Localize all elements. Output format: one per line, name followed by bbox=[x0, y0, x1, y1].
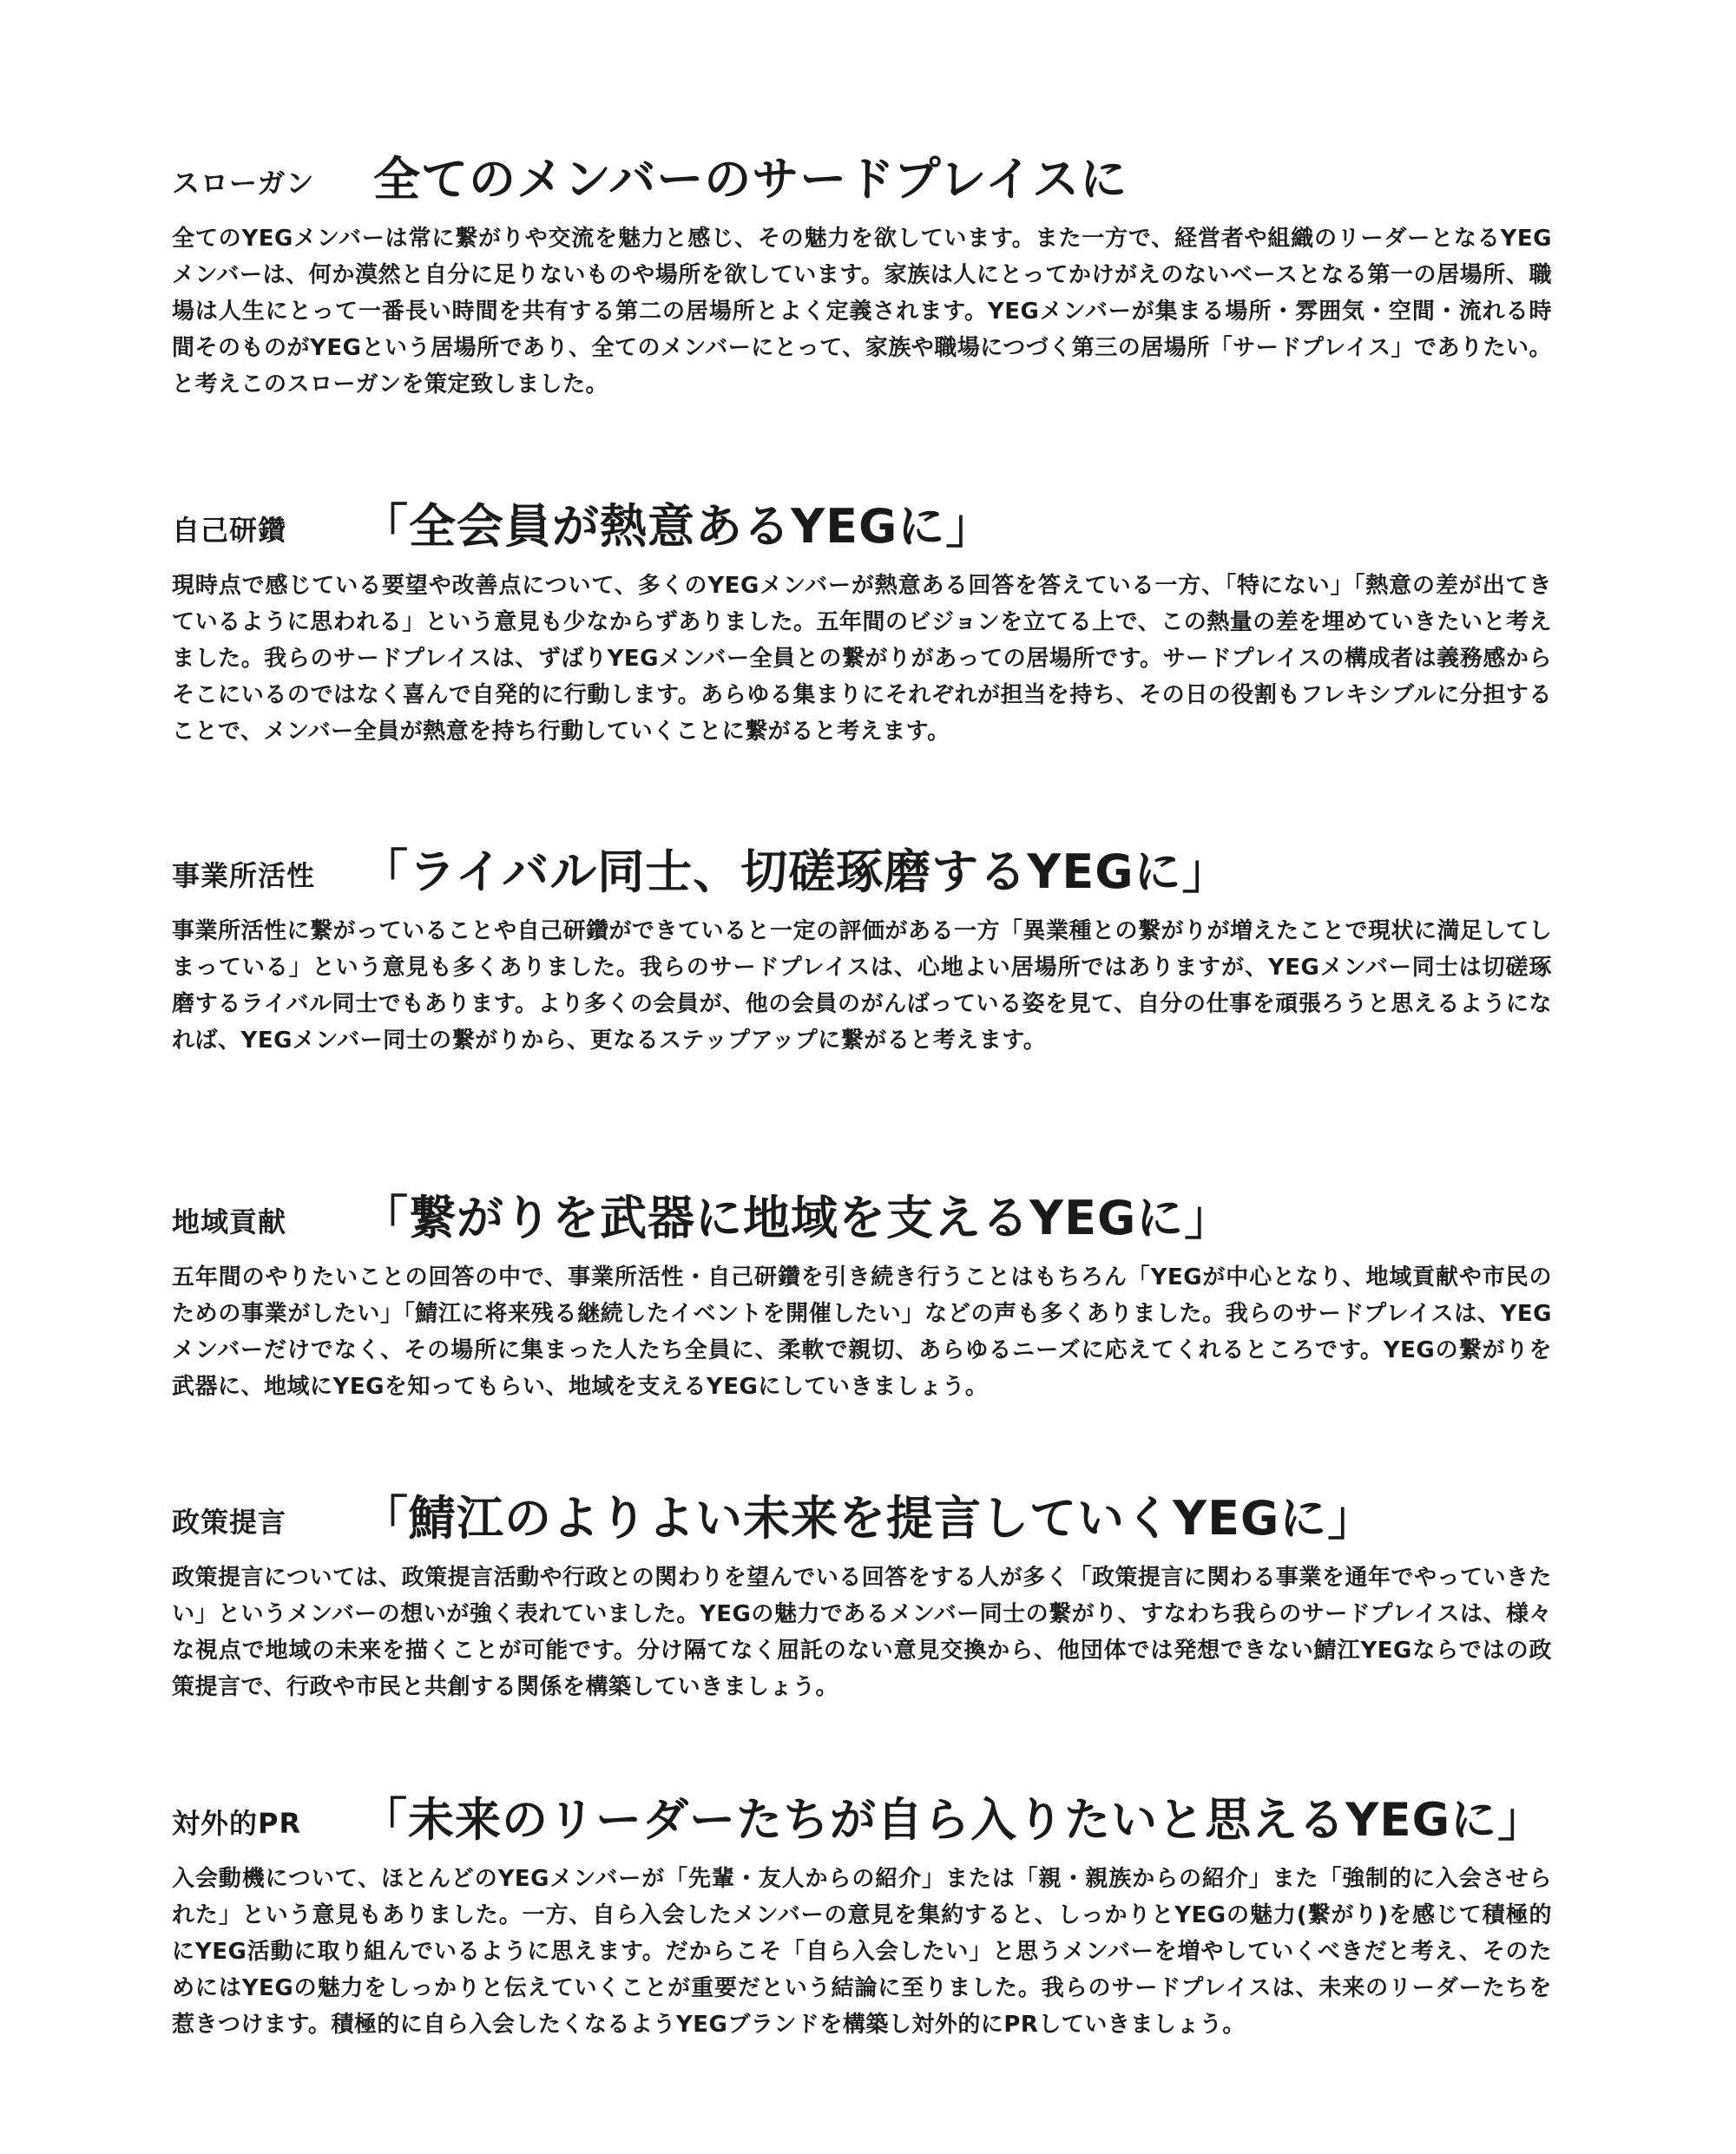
section-label: 事業所活性 bbox=[172, 859, 316, 892]
section-label: 政策提言 bbox=[172, 1506, 287, 1539]
section-label: 対外的PR bbox=[172, 1807, 302, 1840]
section-label: 地域貢献 bbox=[172, 1205, 287, 1238]
section-title: 「ライバル同士、切磋琢磨するYEGに」 bbox=[361, 844, 1230, 900]
section-business-activation bbox=[172, 831, 1552, 1059]
section-header bbox=[172, 1178, 1552, 1247]
section-title: 「繋がりを武器に地域を支えるYEGに」 bbox=[361, 1191, 1233, 1246]
section-slogan bbox=[172, 139, 1552, 403]
section-self-improvement bbox=[172, 486, 1552, 750]
section-header bbox=[172, 1478, 1552, 1547]
section-label: スローガン bbox=[172, 167, 315, 200]
section-policy-proposal bbox=[172, 1478, 1552, 1705]
section-title: 「全会員が熱意あるYEGに」 bbox=[361, 499, 994, 555]
section-header bbox=[172, 831, 1552, 901]
section-header bbox=[172, 139, 1552, 208]
section-title: 「鯖江のよりよい未来を提言していくYEGに」 bbox=[361, 1491, 1376, 1547]
section-body: 入会動機について、ほとんどのYEGメンバーが「先輩・友人からの紹介」または「親・親族からの紹介」また「強制的に入会させられた」という意見もありました。一方、自ら入会したメンバーの意見を集約すると、しっかりとYEGの魅力(繋がり)を感じて積極的にYEG活動に取り組んでいるように思えます。だからこそ「自ら入会したい」と思うメンバーを増やしていくべきだと考え、そのためにはYEGの魅力をしっかりと伝えていくことが重要だという結論に至りました。我らのサードプレイスは、未来のリーダーたちを惹きつけます。積極的に自ら入会したくなるようYEGブランドを構築し対外的にPRしていきましょう。 bbox=[172, 1866, 1552, 2038]
section-title: 「未来のリーダーたちが自ら入りたいと思えるYEGに」 bbox=[361, 1794, 1545, 1848]
section-body: 政策提言については、政策提言活動や行政との関わりを望んでいる回答をする人が多く「政策提言に関わる事業を通年でやっていきたい」というメンバーの想いが強く表れていました。YEGの魅力であるメンバー同士の繋がり、すなわち我らのサードプレイスは、様々な視点で地域の未来を描くことが可能です。分け隔てなく屈託のない意見交換から、他団体では発想できない鯖江YEGならではの政策提言で、行政や市民と共創する関係を構築していきましょう。 bbox=[172, 1565, 1552, 1700]
section-title: 全てのメンバーのサードプレイスに bbox=[373, 152, 1128, 207]
section-external-pr bbox=[172, 1779, 1552, 2043]
section-header bbox=[172, 1779, 1552, 1849]
section-body: 全てのYEGメンバーは常に繋がりや交流を魅力と感じ、その魅力を欲しています。また一方で、経営者や組織のリーダーとなるYEGメンバーは、何か漠然と自分に足りないものや場所を欲しています。家族は人にとってかけがえのないベースとなる第一の居場所、職場は人生にとって一番長い時間を共有する第二の居場所とよく定義されます。YEGメンバーが集まる場所・雰囲気・空間・流れる時間そのものがYEGという居場所であり、全てのメンバーにとって、家族や職場につづく第三の居場所「サードプレイス」でありたい。と考えこのスローガンを策定致しました。 bbox=[172, 226, 1552, 397]
section-label: 自己研鑽 bbox=[172, 514, 287, 547]
section-body: 事業所活性に繋がっていることや自己研鑽ができていると一定の評価がある一方「異業種との繋がりが増えたことで現状に満足してしまっている」という意見も多くありました。我らのサードプレイスは、心地よい居場所ではありますが、YEGメンバー同士は切磋琢磨するライバル同士でもあります。より多くの会員が、他の会員のがんばっている姿を見て、自分の仕事を頑張ろうと思えるようになれば、YEGメンバー同士の繋がりから、更なるステップアップに繋がると考えます。 bbox=[172, 918, 1553, 1054]
section-header bbox=[172, 486, 1552, 555]
section-body: 現時点で感じている要望や改善点について、多くのYEGメンバーが熱意ある回答を答えている一方、「特にない」「熱意の差が出てきているように思われる」という意見も少なからずありました。五年間のビジョンを立てる上で、この熱量の差を埋めていきたいと考えました。我らのサードプレイスは、ずばりYEGメンバー全員との繋がりがあっての居場所です。サードプレイスの構成者は義務感からそこにいるのではなく喜んで自発的に行動します。あらゆる集まりにそれぞれが担当を持ち、その日の役割もフレキシブルに分担することで、メンバー全員が熱意を持ち行動していくことに繋がると考えます。 bbox=[172, 573, 1552, 745]
section-body: 五年間のやりたいことの回答の中で、事業所活性・自己研鑽を引き続き行うことはもちろん「YEGが中心となり、地域貢献や市民のための事業がしたい」「鯖江に将来残る継続したイベントを開催したい」などの声も多くありました。我らのサードプレイスは、YEGメンバーだけでなく、その場所に集まった人たち全員に、柔軟で親切、あらゆるニーズに応えてくれるところです。YEGの繋がりを武器に、地域にYEGを知ってもらい、地域を支えるYEGにしていきましょう。 bbox=[172, 1264, 1552, 1400]
section-community-contribution bbox=[172, 1178, 1552, 1405]
